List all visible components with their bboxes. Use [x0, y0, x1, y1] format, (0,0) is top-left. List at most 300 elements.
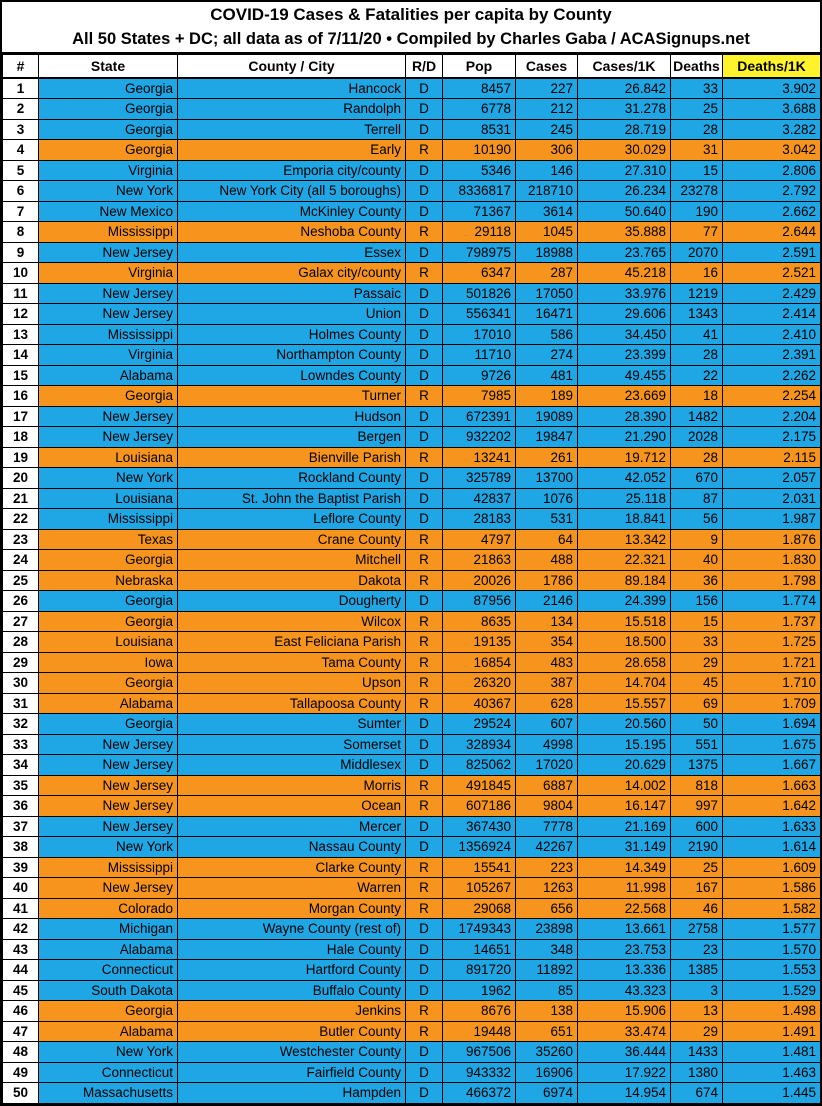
cell-state: Georgia	[39, 673, 178, 694]
cell-deaths-per-1k: 1.642	[723, 796, 821, 817]
cell-state: Alabama	[39, 1021, 178, 1042]
cell-deaths-per-1k: 2.204	[723, 406, 821, 427]
table-row	[3, 447, 821, 468]
column-header-pop: Pop	[443, 55, 516, 79]
cell-deaths: 997	[671, 796, 723, 817]
table-row	[3, 796, 821, 817]
cell-deaths: 600	[671, 816, 723, 837]
cell-rank: 36	[3, 796, 39, 817]
cell-deaths: 46	[671, 898, 723, 919]
cell-cases-per-1k: 49.455	[578, 365, 671, 386]
cell-deaths: 1343	[671, 304, 723, 325]
cell-cases: 586	[516, 324, 578, 345]
cell-county: Dakota	[178, 570, 406, 591]
cell-deaths: 1380	[671, 1062, 723, 1083]
cell-cases-per-1k: 89.184	[578, 570, 671, 591]
cell-state: New Jersey	[39, 775, 178, 796]
cell-deaths-per-1k: 1.633	[723, 816, 821, 837]
cell-rank: 21	[3, 488, 39, 509]
cell-pop: 15541	[443, 857, 516, 878]
cell-county: Hancock	[178, 78, 406, 99]
cell-rank: 42	[3, 919, 39, 940]
cell-party: R	[406, 570, 443, 591]
cell-cases: 35260	[516, 1042, 578, 1063]
cell-state: Georgia	[39, 611, 178, 632]
cell-cases-per-1k: 14.704	[578, 673, 671, 694]
cell-rank: 8	[3, 222, 39, 243]
cell-pop: 556341	[443, 304, 516, 325]
cell-cases: 274	[516, 345, 578, 366]
cell-cases: 2146	[516, 591, 578, 612]
cell-deaths: 29	[671, 1021, 723, 1042]
cell-cases-per-1k: 25.118	[578, 488, 671, 509]
cell-deaths: 167	[671, 878, 723, 899]
cell-cases-per-1k: 18.841	[578, 509, 671, 530]
cell-deaths-per-1k: 2.262	[723, 365, 821, 386]
cell-deaths-per-1k: 1.491	[723, 1021, 821, 1042]
table-row	[3, 775, 821, 796]
cell-cases: 19089	[516, 406, 578, 427]
cell-cases: 212	[516, 99, 578, 120]
cell-cases: 656	[516, 898, 578, 919]
table-row	[3, 468, 821, 489]
cell-state: Massachusetts	[39, 1083, 178, 1104]
cell-deaths: 15	[671, 160, 723, 181]
cell-state: Georgia	[39, 591, 178, 612]
cell-party: D	[406, 365, 443, 386]
cell-state: Mississippi	[39, 324, 178, 345]
cell-deaths-per-1k: 2.391	[723, 345, 821, 366]
cell-pop: 607186	[443, 796, 516, 817]
cell-deaths: 25	[671, 857, 723, 878]
cell-pop: 932202	[443, 427, 516, 448]
table-row	[3, 878, 821, 899]
data-table	[2, 54, 821, 1104]
cell-rank: 28	[3, 632, 39, 653]
column-header-cases: Cases	[516, 55, 578, 79]
cell-deaths: 23	[671, 939, 723, 960]
cell-rank: 10	[3, 263, 39, 284]
cell-deaths: 31	[671, 140, 723, 161]
table-row	[3, 345, 821, 366]
cell-party: D	[406, 78, 443, 99]
cell-deaths: 15	[671, 611, 723, 632]
cell-county: Tallapoosa County	[178, 693, 406, 714]
cell-pop: 29118	[443, 222, 516, 243]
cell-cases-per-1k: 33.474	[578, 1021, 671, 1042]
cell-rank: 37	[3, 816, 39, 837]
cell-deaths: 87	[671, 488, 723, 509]
cell-cases: 11892	[516, 960, 578, 981]
cell-state: Nebraska	[39, 570, 178, 591]
cell-county: Buffalo County	[178, 980, 406, 1001]
cell-cases-per-1k: 15.195	[578, 734, 671, 755]
cell-rank: 50	[3, 1083, 39, 1104]
cell-county: Galax city/county	[178, 263, 406, 284]
cell-county: Lowndes County	[178, 365, 406, 386]
cell-deaths: 23278	[671, 181, 723, 202]
cell-party: R	[406, 775, 443, 796]
cell-party: R	[406, 529, 443, 550]
cell-cases: 6974	[516, 1083, 578, 1104]
cell-county: Somerset	[178, 734, 406, 755]
cell-cases-per-1k: 29.606	[578, 304, 671, 325]
cell-state: Georgia	[39, 1001, 178, 1022]
column-header-deaths-per-1k: Deaths/1K	[723, 55, 821, 79]
cell-state: New Jersey	[39, 242, 178, 263]
cell-deaths-per-1k: 3.688	[723, 99, 821, 120]
cell-deaths-per-1k: 2.414	[723, 304, 821, 325]
cell-cases: 189	[516, 386, 578, 407]
cell-party: R	[406, 263, 443, 284]
cell-state: Georgia	[39, 550, 178, 571]
cell-deaths-per-1k: 1.667	[723, 755, 821, 776]
cell-deaths: 33	[671, 632, 723, 653]
cell-rank: 30	[3, 673, 39, 694]
cell-deaths-per-1k: 2.057	[723, 468, 821, 489]
cell-pop: 1356924	[443, 837, 516, 858]
table-row	[3, 304, 821, 325]
cell-party: D	[406, 119, 443, 140]
cell-state: Georgia	[39, 119, 178, 140]
cell-pop: 6778	[443, 99, 516, 120]
cell-state: Georgia	[39, 78, 178, 99]
cell-cases-per-1k: 34.450	[578, 324, 671, 345]
cell-county: Essex	[178, 242, 406, 263]
cell-rank: 34	[3, 755, 39, 776]
cell-cases: 1263	[516, 878, 578, 899]
cell-state: Georgia	[39, 714, 178, 735]
cell-state: New Mexico	[39, 201, 178, 222]
cell-deaths-per-1k: 1.721	[723, 652, 821, 673]
cell-state: Virginia	[39, 345, 178, 366]
cell-party: D	[406, 468, 443, 489]
cell-rank: 17	[3, 406, 39, 427]
cell-cases: 19847	[516, 427, 578, 448]
cell-pop: 87956	[443, 591, 516, 612]
cell-cases-per-1k: 23.399	[578, 345, 671, 366]
cell-pop: 1749343	[443, 919, 516, 940]
cell-pop: 891720	[443, 960, 516, 981]
cell-state: New Jersey	[39, 816, 178, 837]
cell-cases-per-1k: 13.336	[578, 960, 671, 981]
cell-deaths-per-1k: 1.609	[723, 857, 821, 878]
cell-cases-per-1k: 31.278	[578, 99, 671, 120]
table-row	[3, 837, 821, 858]
table-row	[3, 919, 821, 940]
cell-cases-per-1k: 13.661	[578, 919, 671, 940]
cell-county: Terrell	[178, 119, 406, 140]
cell-pop: 105267	[443, 878, 516, 899]
cell-rank: 3	[3, 119, 39, 140]
cell-cases: 17020	[516, 755, 578, 776]
cell-party: D	[406, 960, 443, 981]
cell-party: R	[406, 1001, 443, 1022]
column-header-party: R/D	[406, 55, 443, 79]
cell-cases: 16471	[516, 304, 578, 325]
cell-cases: 261	[516, 447, 578, 468]
cell-rank: 5	[3, 160, 39, 181]
cell-cases: 85	[516, 980, 578, 1001]
cell-county: Hudson	[178, 406, 406, 427]
table-row	[3, 673, 821, 694]
cell-state: Mississippi	[39, 222, 178, 243]
cell-pop: 8457	[443, 78, 516, 99]
cell-pop: 367430	[443, 816, 516, 837]
cell-deaths: 1385	[671, 960, 723, 981]
cell-county: Westchester County	[178, 1042, 406, 1063]
cell-cases: 42267	[516, 837, 578, 858]
cell-cases-per-1k: 15.906	[578, 1001, 671, 1022]
cell-pop: 10190	[443, 140, 516, 161]
cell-cases: 134	[516, 611, 578, 632]
cell-rank: 41	[3, 898, 39, 919]
cell-rank: 22	[3, 509, 39, 530]
cell-state: New York	[39, 181, 178, 202]
cell-county: Early	[178, 140, 406, 161]
cell-deaths: 9	[671, 529, 723, 550]
cell-pop: 8676	[443, 1001, 516, 1022]
cell-cases-per-1k: 45.218	[578, 263, 671, 284]
table-row	[3, 427, 821, 448]
cell-cases: 18988	[516, 242, 578, 263]
cell-deaths: 1219	[671, 283, 723, 304]
cell-state: Mississippi	[39, 857, 178, 878]
cell-cases-per-1k: 26.842	[578, 78, 671, 99]
cell-state: Alabama	[39, 693, 178, 714]
cell-cases-per-1k: 30.029	[578, 140, 671, 161]
cell-rank: 4	[3, 140, 39, 161]
cell-cases: 7778	[516, 816, 578, 837]
cell-rank: 46	[3, 1001, 39, 1022]
cell-rank: 26	[3, 591, 39, 612]
cell-deaths: 1433	[671, 1042, 723, 1063]
cell-rank: 2	[3, 99, 39, 120]
cell-state: Michigan	[39, 919, 178, 940]
table-row	[3, 201, 821, 222]
cell-party: D	[406, 406, 443, 427]
cell-pop: 29068	[443, 898, 516, 919]
cell-rank: 40	[3, 878, 39, 899]
cell-rank: 16	[3, 386, 39, 407]
cell-county: Warren	[178, 878, 406, 899]
cell-deaths-per-1k: 1.710	[723, 673, 821, 694]
table-row	[3, 1062, 821, 1083]
cell-party: D	[406, 304, 443, 325]
cell-cases-per-1k: 21.169	[578, 816, 671, 837]
cell-state: Georgia	[39, 386, 178, 407]
cell-cases-per-1k: 13.342	[578, 529, 671, 550]
cell-county: Turner	[178, 386, 406, 407]
cell-pop: 14651	[443, 939, 516, 960]
cell-rank: 1	[3, 78, 39, 99]
cell-rank: 27	[3, 611, 39, 632]
cell-cases-per-1k: 33.976	[578, 283, 671, 304]
cell-deaths-per-1k: 3.902	[723, 78, 821, 99]
cell-party: R	[406, 611, 443, 632]
cell-cases-per-1k: 14.349	[578, 857, 671, 878]
cell-deaths: 22	[671, 365, 723, 386]
cell-party: D	[406, 919, 443, 940]
cell-pop: 21863	[443, 550, 516, 571]
cell-rank: 7	[3, 201, 39, 222]
cell-party: D	[406, 591, 443, 612]
cell-party: D	[406, 1062, 443, 1083]
cell-county: Northampton County	[178, 345, 406, 366]
table-row	[3, 755, 821, 776]
cell-pop: 40367	[443, 693, 516, 714]
cell-deaths: 16	[671, 263, 723, 284]
cell-county: Fairfield County	[178, 1062, 406, 1083]
cell-state: New Jersey	[39, 406, 178, 427]
table-row	[3, 1001, 821, 1022]
cell-county: Hampden	[178, 1083, 406, 1104]
cell-county: Union	[178, 304, 406, 325]
table-row	[3, 529, 821, 550]
cell-state: Virginia	[39, 160, 178, 181]
cell-state: Louisiana	[39, 488, 178, 509]
cell-county: Dougherty	[178, 591, 406, 612]
cell-cases: 138	[516, 1001, 578, 1022]
cell-deaths-per-1k: 1.529	[723, 980, 821, 1001]
cell-party: D	[406, 734, 443, 755]
cell-deaths-per-1k: 2.429	[723, 283, 821, 304]
cell-cases-per-1k: 20.560	[578, 714, 671, 735]
cell-county: Jenkins	[178, 1001, 406, 1022]
cell-deaths-per-1k: 3.042	[723, 140, 821, 161]
cell-pop: 943332	[443, 1062, 516, 1083]
cell-deaths-per-1k: 2.031	[723, 488, 821, 509]
cell-cases: 9804	[516, 796, 578, 817]
cell-state: New Jersey	[39, 427, 178, 448]
column-header-deaths: Deaths	[671, 55, 723, 79]
cell-rank: 23	[3, 529, 39, 550]
cell-rank: 9	[3, 242, 39, 263]
table-row	[3, 939, 821, 960]
cell-cases: 488	[516, 550, 578, 571]
cell-deaths: 190	[671, 201, 723, 222]
cell-cases-per-1k: 11.998	[578, 878, 671, 899]
cell-cases-per-1k: 22.568	[578, 898, 671, 919]
table-row	[3, 1042, 821, 1063]
cell-pop: 42837	[443, 488, 516, 509]
cell-pop: 20026	[443, 570, 516, 591]
cell-cases: 6887	[516, 775, 578, 796]
cell-cases: 227	[516, 78, 578, 99]
cell-rank: 11	[3, 283, 39, 304]
cell-party: D	[406, 427, 443, 448]
table-row	[3, 386, 821, 407]
cell-cases-per-1k: 23.669	[578, 386, 671, 407]
table-row	[3, 222, 821, 243]
cell-county: Nassau County	[178, 837, 406, 858]
cell-county: Sumter	[178, 714, 406, 735]
cell-deaths: 18	[671, 386, 723, 407]
cell-deaths-per-1k: 1.577	[723, 919, 821, 940]
cell-rank: 33	[3, 734, 39, 755]
table-row	[3, 632, 821, 653]
cell-deaths-per-1k: 2.521	[723, 263, 821, 284]
table-row	[3, 611, 821, 632]
cell-deaths: 674	[671, 1083, 723, 1104]
cell-state: Alabama	[39, 939, 178, 960]
table-row	[3, 857, 821, 878]
cell-party: R	[406, 386, 443, 407]
cell-state: New York	[39, 468, 178, 489]
cell-deaths: 551	[671, 734, 723, 755]
table-body	[3, 78, 821, 1103]
cell-rank: 29	[3, 652, 39, 673]
cell-county: Neshoba County	[178, 222, 406, 243]
cell-cases-per-1k: 14.954	[578, 1083, 671, 1104]
cell-cases: 3614	[516, 201, 578, 222]
cell-deaths-per-1k: 1.463	[723, 1062, 821, 1083]
cell-party: D	[406, 324, 443, 345]
cell-party: D	[406, 837, 443, 858]
cell-cases: 218710	[516, 181, 578, 202]
cell-state: Georgia	[39, 99, 178, 120]
cell-rank: 47	[3, 1021, 39, 1042]
table-row	[3, 652, 821, 673]
cell-cases-per-1k: 15.518	[578, 611, 671, 632]
cell-deaths-per-1k: 2.806	[723, 160, 821, 181]
cell-pop: 5346	[443, 160, 516, 181]
table-row	[3, 78, 821, 99]
cell-cases-per-1k: 21.290	[578, 427, 671, 448]
cell-deaths: 2070	[671, 242, 723, 263]
cell-state: Virginia	[39, 263, 178, 284]
cell-party: R	[406, 796, 443, 817]
cell-pop: 4797	[443, 529, 516, 550]
cell-rank: 45	[3, 980, 39, 1001]
cell-rank: 31	[3, 693, 39, 714]
cell-county: Randolph	[178, 99, 406, 120]
table-title: COVID-19 Cases & Fatalities per capita by County	[210, 5, 612, 24]
cell-pop: 825062	[443, 755, 516, 776]
table-row	[3, 693, 821, 714]
cell-county: Wayne County (rest of)	[178, 919, 406, 940]
cell-cases-per-1k: 19.712	[578, 447, 671, 468]
column-header-cases-per-1k: Cases/1K	[578, 55, 671, 79]
cell-cases: 287	[516, 263, 578, 284]
table-row	[3, 550, 821, 571]
table-row	[3, 160, 821, 181]
cell-pop: 8635	[443, 611, 516, 632]
cell-cases: 531	[516, 509, 578, 530]
cell-deaths-per-1k: 1.582	[723, 898, 821, 919]
cell-rank: 39	[3, 857, 39, 878]
cell-party: D	[406, 345, 443, 366]
cell-deaths: 670	[671, 468, 723, 489]
cell-party: D	[406, 201, 443, 222]
table-row	[3, 140, 821, 161]
cell-cases-per-1k: 22.321	[578, 550, 671, 571]
cell-deaths: 28	[671, 345, 723, 366]
table-row	[3, 283, 821, 304]
cell-state: Connecticut	[39, 1062, 178, 1083]
cell-state: Georgia	[39, 140, 178, 161]
cell-cases: 387	[516, 673, 578, 694]
cell-county: Leflore County	[178, 509, 406, 530]
cell-party: D	[406, 1042, 443, 1063]
cell-county: St. John the Baptist Parish	[178, 488, 406, 509]
cell-pop: 71367	[443, 201, 516, 222]
cell-pop: 8531	[443, 119, 516, 140]
cell-state: New Jersey	[39, 734, 178, 755]
cell-party: D	[406, 755, 443, 776]
cell-cases: 1045	[516, 222, 578, 243]
cell-party: D	[406, 714, 443, 735]
